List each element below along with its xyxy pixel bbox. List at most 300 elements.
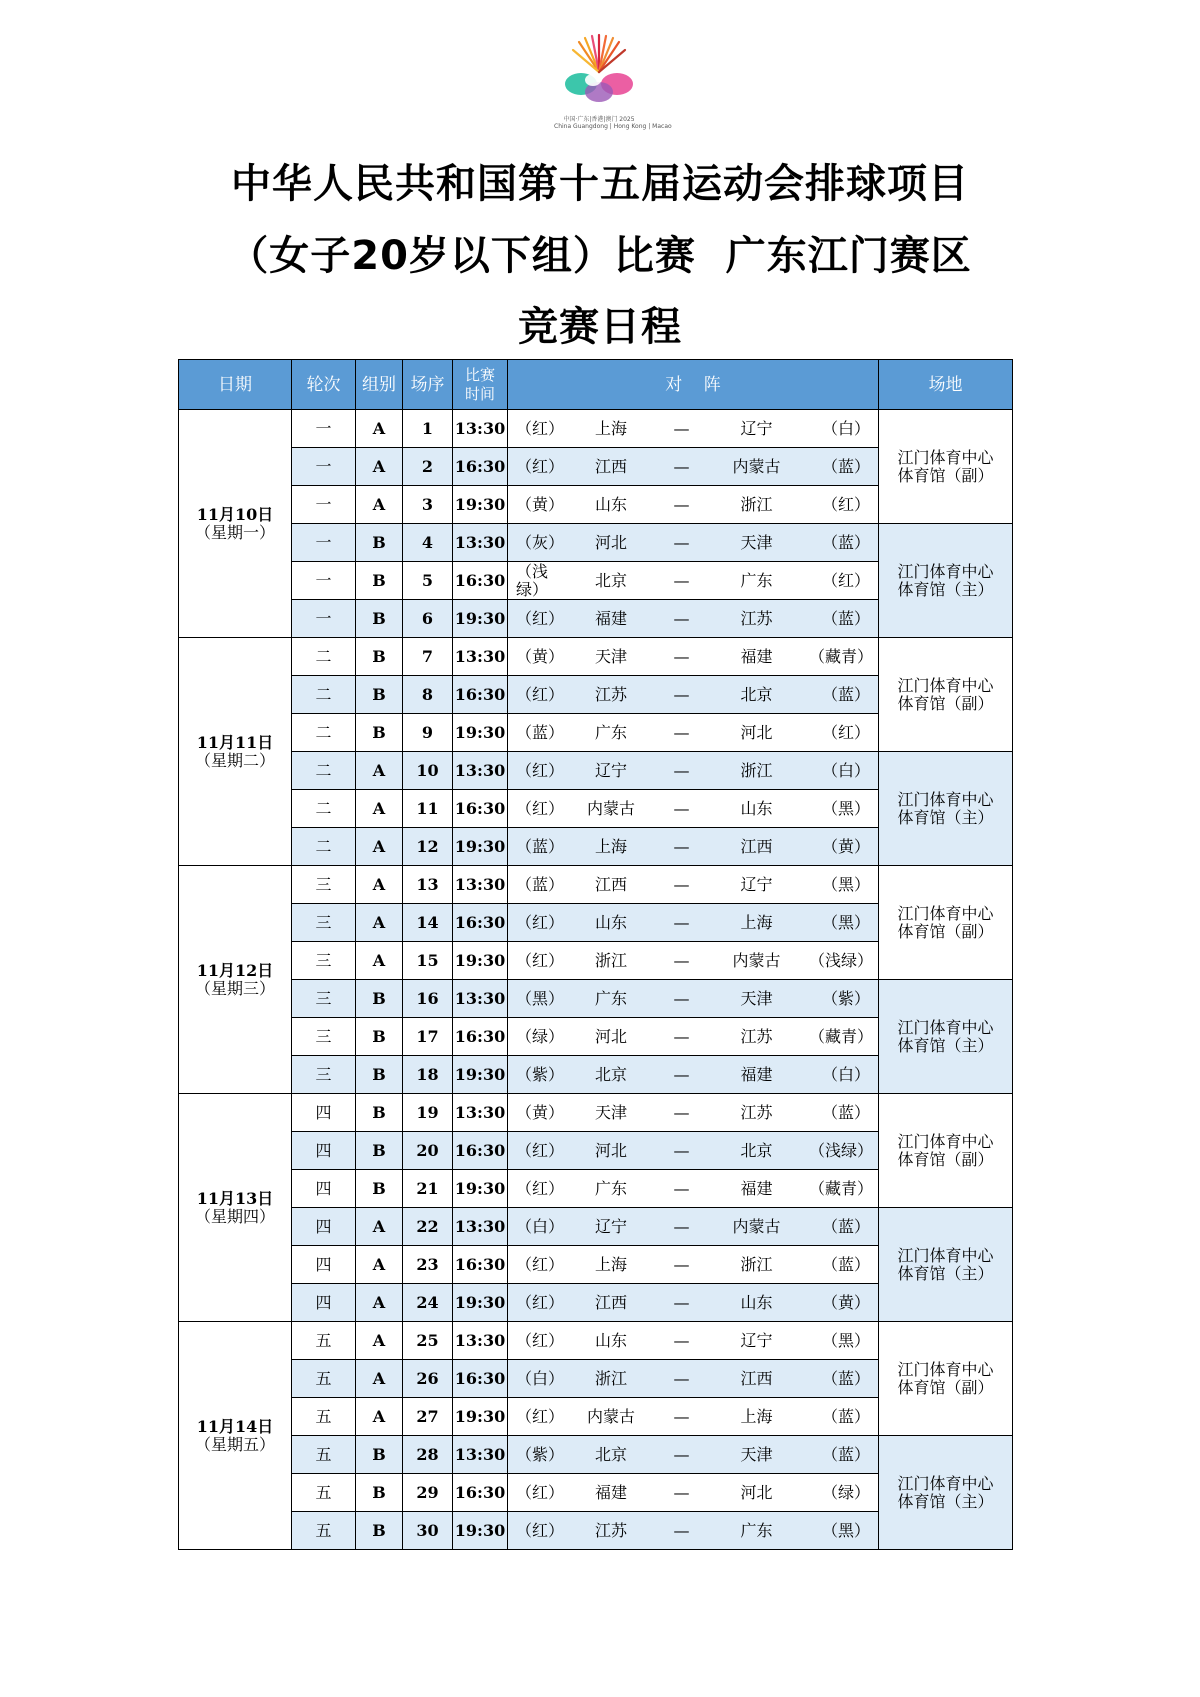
time-cell: 13:30 (453, 638, 508, 676)
vs-dash: — (673, 1520, 690, 1540)
team2-color: （藏青） (809, 646, 874, 666)
match-cell (508, 1018, 879, 1056)
match-cell (508, 1170, 879, 1208)
group-cell: B (356, 1094, 403, 1132)
date-text: 11月12日 (196, 960, 274, 980)
table-row (179, 410, 1013, 448)
team1-name: 山东 (594, 912, 627, 932)
team2-name: 天津 (740, 1444, 773, 1464)
round-cell: 三 (292, 980, 356, 1018)
team2-name: 江苏 (740, 608, 773, 628)
team2-color: （红） (821, 494, 870, 514)
venue-name: 江门体育中心 体育馆（副） (897, 1131, 994, 1169)
team1-color: （蓝） (516, 722, 565, 742)
round-cell: 四 (292, 1132, 356, 1170)
vs-dash: — (673, 1444, 690, 1464)
time-cell: 16:30 (453, 448, 508, 486)
team1-color: （灰） (516, 532, 565, 552)
venue-cell (879, 866, 1013, 980)
match-cell (508, 1056, 879, 1094)
order-cell: 7 (403, 638, 453, 676)
round-cell: 五 (292, 1360, 356, 1398)
vs-dash: — (673, 1216, 690, 1236)
group-cell: A (356, 752, 403, 790)
vs-dash: — (673, 684, 690, 704)
team1-name: 江西 (594, 1292, 627, 1312)
vs-dash: — (673, 1330, 690, 1350)
match-cell (508, 1474, 879, 1512)
date-text: 11月13日 (196, 1188, 274, 1208)
time-cell: 16:30 (453, 790, 508, 828)
order-cell: 20 (403, 1132, 453, 1170)
time-cell: 13:30 (453, 1094, 508, 1132)
order-cell: 9 (403, 714, 453, 752)
match-cell (508, 1094, 879, 1132)
logo-caption-2: China Guangdong | Hong Kong | Macao (554, 123, 672, 130)
vs-dash: — (673, 1178, 690, 1198)
team2-name: 河北 (740, 1482, 773, 1502)
match-cell (508, 1436, 879, 1474)
team1-name: 山东 (594, 494, 627, 514)
team2-name: 内蒙古 (732, 1216, 781, 1236)
match-cell (508, 600, 879, 638)
team2-name: 天津 (740, 988, 773, 1008)
order-cell: 4 (403, 524, 453, 562)
team2-color: （浅绿） (809, 1140, 874, 1160)
team1-color: （红） (516, 456, 565, 476)
team2-color: （白） (821, 760, 870, 780)
time-cell: 16:30 (453, 1246, 508, 1284)
match-cell (508, 524, 879, 562)
group-cell: B (356, 1018, 403, 1056)
team1-name: 北京 (594, 1444, 627, 1464)
team2-name: 内蒙古 (732, 950, 781, 970)
team1-name: 内蒙古 (586, 798, 635, 818)
team2-color: （藏青） (809, 1178, 874, 1198)
group-cell: B (356, 714, 403, 752)
team1-color: （白） (516, 1216, 565, 1236)
header-time (453, 360, 508, 410)
order-cell: 6 (403, 600, 453, 638)
team2-name: 天津 (740, 532, 773, 552)
time-cell: 13:30 (453, 410, 508, 448)
team1-color: （红） (516, 912, 565, 932)
time-cell: 13:30 (453, 980, 508, 1018)
venue-name: 江门体育中心 体育馆（主） (897, 1473, 994, 1511)
venue-name: 江门体育中心 体育馆（副） (897, 1359, 994, 1397)
round-cell: 三 (292, 866, 356, 904)
group-cell: A (356, 1246, 403, 1284)
header-match: 对 阵 (508, 360, 879, 410)
order-cell: 8 (403, 676, 453, 714)
team1-name: 江西 (594, 874, 627, 894)
team1-color: （黄） (516, 494, 565, 514)
order-cell: 14 (403, 904, 453, 942)
venue-cell (879, 1208, 1013, 1322)
match-cell (508, 752, 879, 790)
team2-name: 内蒙古 (732, 456, 781, 476)
vs-dash: — (673, 950, 690, 970)
team2-name: 浙江 (740, 494, 773, 514)
time-cell: 13:30 (453, 1322, 508, 1360)
round-cell: 四 (292, 1246, 356, 1284)
order-cell: 29 (403, 1474, 453, 1512)
date-text: 11月14日 (196, 1416, 274, 1436)
date-text: 11月10日 (196, 504, 274, 524)
weekday-text: （星期一） (194, 522, 275, 542)
order-cell: 16 (403, 980, 453, 1018)
team2-name: 江西 (740, 836, 773, 856)
team2-name: 北京 (740, 684, 773, 704)
venue-name: 江门体育中心 体育馆（主） (897, 789, 994, 827)
order-cell: 22 (403, 1208, 453, 1246)
table-row (179, 1208, 1013, 1246)
team1-name: 浙江 (594, 950, 627, 970)
order-cell: 19 (403, 1094, 453, 1132)
order-cell: 18 (403, 1056, 453, 1094)
order-cell: 27 (403, 1398, 453, 1436)
match-cell (508, 714, 879, 752)
team1-name: 浙江 (594, 1368, 627, 1388)
team1-name: 北京 (594, 570, 627, 590)
date-cell (179, 638, 292, 866)
match-cell (508, 486, 879, 524)
match-cell (508, 638, 879, 676)
team2-color: （白） (821, 418, 870, 438)
team2-name: 辽宁 (740, 1330, 773, 1350)
header-date: 日期 (179, 360, 292, 410)
team2-color: （白） (821, 1064, 870, 1084)
time-cell: 19:30 (453, 828, 508, 866)
team2-name: 山东 (740, 798, 773, 818)
match-cell (508, 866, 879, 904)
time-cell: 16:30 (453, 1360, 508, 1398)
group-cell: A (356, 1284, 403, 1322)
vs-dash: — (673, 722, 690, 742)
match-cell (508, 942, 879, 980)
venue-cell (879, 638, 1013, 752)
team2-name: 江苏 (740, 1102, 773, 1122)
match-cell (508, 410, 879, 448)
team2-color: （绿） (821, 1482, 870, 1502)
vs-dash: — (673, 1026, 690, 1046)
match-cell (508, 1512, 879, 1550)
vs-dash: — (673, 1102, 690, 1122)
round-cell: 二 (292, 828, 356, 866)
weekday-text: （星期三） (194, 978, 275, 998)
venue-name: 江门体育中心 体育馆（主） (897, 1245, 994, 1283)
time-cell: 19:30 (453, 1056, 508, 1094)
match-cell (508, 1360, 879, 1398)
team2-color: （蓝） (821, 456, 870, 476)
header-group: 组别 (356, 360, 403, 410)
vs-dash: — (673, 1140, 690, 1160)
venue-cell (879, 1436, 1013, 1550)
weekday-text: （星期二） (194, 750, 275, 770)
team2-name: 福建 (740, 646, 773, 666)
match-cell (508, 904, 879, 942)
team2-name: 福建 (740, 1178, 773, 1198)
vs-dash: — (673, 532, 690, 552)
vs-dash: — (673, 760, 690, 780)
order-cell: 12 (403, 828, 453, 866)
logo-caption-1: 中国·广东|香港|澳门 2025 (563, 116, 635, 123)
team1-color: （黄） (516, 646, 565, 666)
team1-color: （白） (516, 1368, 565, 1388)
time-cell: 13:30 (453, 752, 508, 790)
group-cell: A (356, 828, 403, 866)
round-cell: 二 (292, 752, 356, 790)
header-order: 场序 (403, 360, 453, 410)
time-cell: 19:30 (453, 714, 508, 752)
time-cell: 19:30 (453, 1398, 508, 1436)
round-cell: 四 (292, 1094, 356, 1132)
team2-color: （黑） (821, 798, 870, 818)
time-cell: 19:30 (453, 1284, 508, 1322)
group-cell: B (356, 1512, 403, 1550)
team2-color: （蓝） (821, 532, 870, 552)
match-cell (508, 1284, 879, 1322)
team1-name: 上海 (594, 418, 627, 438)
team2-color: （黑） (821, 912, 870, 932)
team1-name: 江苏 (594, 1520, 627, 1540)
order-cell: 25 (403, 1322, 453, 1360)
vs-dash: — (673, 836, 690, 856)
group-cell: B (356, 524, 403, 562)
date-cell (179, 1322, 292, 1550)
time-cell: 19:30 (453, 486, 508, 524)
order-cell: 2 (403, 448, 453, 486)
order-cell: 26 (403, 1360, 453, 1398)
team1-color: （红） (516, 1330, 565, 1350)
vs-dash: — (673, 570, 690, 590)
round-cell: 三 (292, 1018, 356, 1056)
schedule-table (178, 359, 1013, 1550)
time-cell: 16:30 (453, 562, 508, 600)
team2-color: （蓝） (821, 1444, 870, 1464)
team1-color: （紫） (516, 1444, 565, 1464)
round-cell: 三 (292, 1056, 356, 1094)
group-cell: A (356, 410, 403, 448)
group-cell: A (356, 1398, 403, 1436)
team2-color: （红） (821, 722, 870, 742)
vs-dash: — (673, 646, 690, 666)
table-row (179, 980, 1013, 1018)
team1-color: （红） (516, 1520, 565, 1540)
time-cell: 16:30 (453, 1132, 508, 1170)
order-cell: 5 (403, 562, 453, 600)
vs-dash: — (673, 874, 690, 894)
time-cell: 19:30 (453, 600, 508, 638)
team2-color: （蓝） (821, 1406, 870, 1426)
team1-name: 广东 (594, 988, 627, 1008)
order-cell: 21 (403, 1170, 453, 1208)
order-cell: 23 (403, 1246, 453, 1284)
round-cell: 五 (292, 1322, 356, 1360)
round-cell: 二 (292, 676, 356, 714)
team2-name: 辽宁 (740, 418, 773, 438)
group-cell: B (356, 1436, 403, 1474)
match-cell (508, 1246, 879, 1284)
round-cell: 五 (292, 1474, 356, 1512)
date-cell (179, 410, 292, 638)
date-cell (179, 1094, 292, 1322)
team1-color: （黄） (516, 1102, 565, 1122)
team1-name: 山东 (594, 1330, 627, 1350)
team1-color: （红） (516, 1178, 565, 1198)
team1-name: 福建 (594, 608, 627, 628)
team1-color: （蓝） (516, 836, 565, 856)
group-cell: B (356, 980, 403, 1018)
group-cell: A (356, 1322, 403, 1360)
order-cell: 13 (403, 866, 453, 904)
time-cell: 19:30 (453, 942, 508, 980)
group-cell: A (356, 1208, 403, 1246)
team1-name: 江西 (594, 456, 627, 476)
team2-name: 河北 (740, 722, 773, 742)
weekday-text: （星期五） (194, 1434, 275, 1454)
team2-color: （蓝） (821, 608, 870, 628)
team2-name: 浙江 (740, 1254, 773, 1274)
team1-color: （红） (516, 950, 565, 970)
vs-dash: — (673, 1406, 690, 1426)
group-cell: B (356, 562, 403, 600)
team1-name: 内蒙古 (586, 1406, 635, 1426)
team1-color: （绿） (516, 1026, 565, 1046)
venue-cell (879, 524, 1013, 638)
match-cell (508, 448, 879, 486)
date-cell (179, 866, 292, 1094)
order-cell: 10 (403, 752, 453, 790)
round-cell: 五 (292, 1436, 356, 1474)
vs-dash: — (673, 1254, 690, 1274)
title-line-3: 竞赛日程 (518, 304, 682, 350)
order-cell: 28 (403, 1436, 453, 1474)
team1-name: 辽宁 (594, 1216, 627, 1236)
group-cell: A (356, 1360, 403, 1398)
team2-color: （浅绿） (809, 950, 874, 970)
time-cell: 16:30 (453, 1474, 508, 1512)
time-cell: 16:30 (453, 904, 508, 942)
vs-dash: — (673, 1292, 690, 1312)
time-cell: 19:30 (453, 1170, 508, 1208)
time-cell: 13:30 (453, 524, 508, 562)
order-cell: 3 (403, 486, 453, 524)
team2-color: （黄） (821, 836, 870, 856)
team1-name: 北京 (594, 1064, 627, 1084)
team1-color: （红） (516, 1254, 565, 1274)
venue-cell (879, 980, 1013, 1094)
venue-cell (879, 752, 1013, 866)
order-cell: 1 (403, 410, 453, 448)
group-cell: B (356, 600, 403, 638)
team1-color: （紫） (516, 1064, 565, 1084)
vs-dash: — (673, 1368, 690, 1388)
time-cell: 16:30 (453, 1018, 508, 1056)
time-cell: 19:30 (453, 1512, 508, 1550)
team1-name: 天津 (594, 1102, 627, 1122)
team1-color: （红） (516, 608, 565, 628)
match-cell (508, 1132, 879, 1170)
match-cell (508, 828, 879, 866)
round-cell: 一 (292, 562, 356, 600)
round-cell: 三 (292, 942, 356, 980)
vs-dash: — (673, 1064, 690, 1084)
team1-name: 上海 (594, 836, 627, 856)
team1-name: 上海 (594, 1254, 627, 1274)
round-cell: 一 (292, 410, 356, 448)
venue-cell (879, 1094, 1013, 1208)
team1-color: （红） (516, 1482, 565, 1502)
vs-dash: — (673, 988, 690, 1008)
team1-name: 广东 (594, 1178, 627, 1198)
team2-name: 辽宁 (740, 874, 773, 894)
header-time-text: 比赛 时间 (464, 365, 495, 403)
team1-color: （黑） (516, 988, 565, 1008)
team2-name: 江苏 (740, 1026, 773, 1046)
venue-name: 江门体育中心 体育馆（副） (897, 675, 994, 713)
team1-color: （蓝） (516, 874, 565, 894)
team1-name: 福建 (594, 1482, 627, 1502)
group-cell: A (356, 942, 403, 980)
team2-color: （黑） (821, 1330, 870, 1350)
round-cell: 二 (292, 638, 356, 676)
team2-color: （蓝） (821, 1254, 870, 1274)
team1-name: 广东 (594, 722, 627, 742)
round-cell: 五 (292, 1512, 356, 1550)
vs-dash: — (673, 418, 690, 438)
match-cell (508, 1208, 879, 1246)
team1-color: （红） (516, 798, 565, 818)
round-cell: 二 (292, 714, 356, 752)
team2-color: （红） (821, 570, 870, 590)
match-cell (508, 676, 879, 714)
round-cell: 三 (292, 904, 356, 942)
team1-name: 河北 (594, 532, 627, 552)
round-cell: 四 (292, 1284, 356, 1322)
vs-dash: — (673, 456, 690, 476)
team1-name: 河北 (594, 1140, 627, 1160)
team2-color: （蓝） (821, 1368, 870, 1388)
order-cell: 24 (403, 1284, 453, 1322)
team2-name: 广东 (740, 570, 773, 590)
team1-name: 河北 (594, 1026, 627, 1046)
team1-name: 天津 (594, 646, 627, 666)
round-cell: 四 (292, 1170, 356, 1208)
venue-name: 江门体育中心 体育馆（副） (897, 903, 994, 941)
team2-color: （蓝） (821, 684, 870, 704)
group-cell: B (356, 1056, 403, 1094)
date-text: 11月11日 (196, 732, 274, 752)
team2-name: 山东 (740, 1292, 773, 1312)
group-cell: A (356, 790, 403, 828)
table-row (179, 1094, 1013, 1132)
team1-color: （红） (516, 1406, 565, 1426)
round-cell: 一 (292, 448, 356, 486)
group-cell: B (356, 676, 403, 714)
team1-color: （红） (516, 418, 565, 438)
team2-color: （藏青） (809, 1026, 874, 1046)
round-cell: 五 (292, 1398, 356, 1436)
table-row (179, 866, 1013, 904)
team2-name: 上海 (740, 912, 773, 932)
team2-color: （黑） (821, 874, 870, 894)
title-line-2: （女子20岁以下组）比赛 广东江门赛区 (228, 233, 972, 279)
match-cell (508, 980, 879, 1018)
games-logo-icon (554, 30, 644, 116)
team1-name: 辽宁 (594, 760, 627, 780)
title-line-1: 中华人民共和国第十五届运动会排球项目 (231, 161, 969, 207)
